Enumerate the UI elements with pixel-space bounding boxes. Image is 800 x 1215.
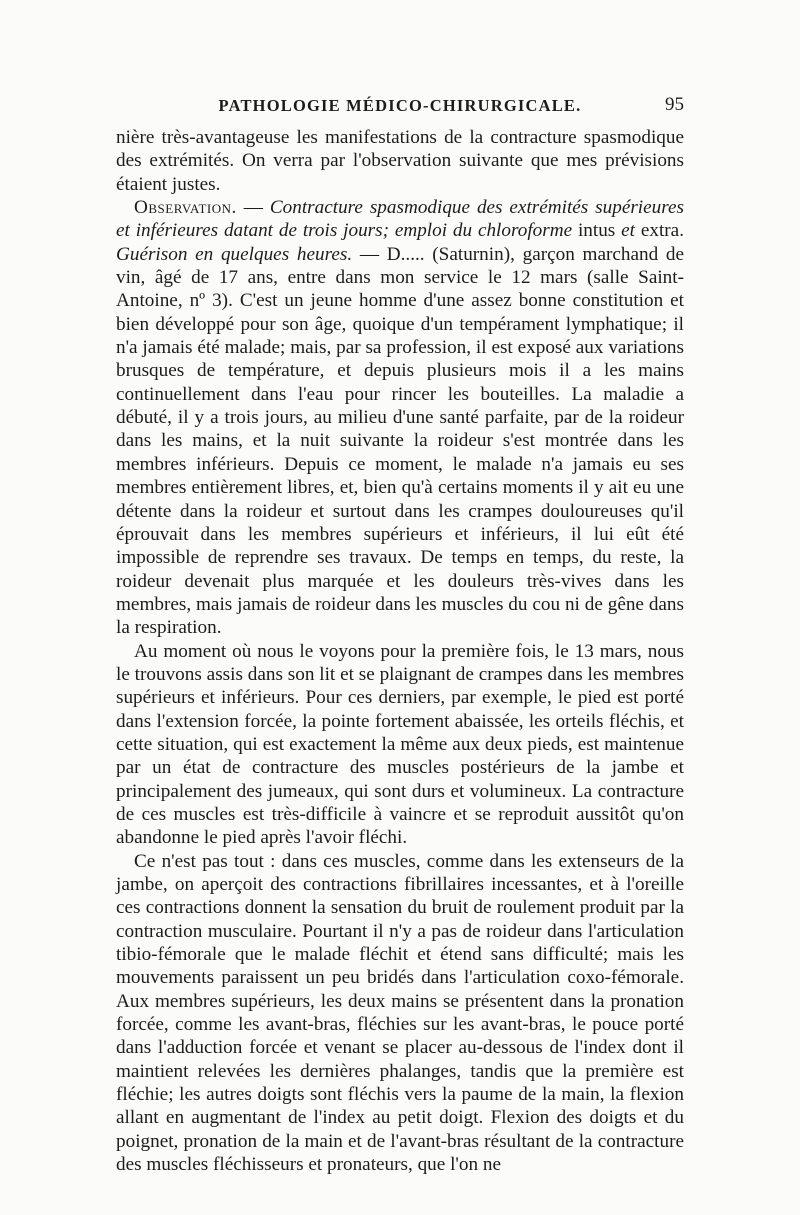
observation-paragraph bbox=[116, 196, 684, 640]
body-text bbox=[116, 126, 684, 1176]
page-number: 95 bbox=[665, 94, 684, 115]
observation-dash: — bbox=[236, 197, 270, 219]
observation-title-extra: extra. bbox=[635, 220, 684, 242]
observation-title-intus: intus bbox=[572, 220, 622, 242]
running-title: PATHOLOGIE MÉDICO-CHIRURGICALE. bbox=[218, 96, 582, 115]
running-head bbox=[116, 96, 684, 120]
paragraph-first-visit: Au moment où nous le voyons pour la première fois, le 13 mars, nous le trouvons assis dans son lit et se plaignant de crampes dans les membres supérieurs et inférieurs. Pour ces derniers, par exemple, le pied est porté dans l'extension forcée, la pointe fortement abaissée, les orteils fléchis, et cette situation, qui est exactement la même aux deux pieds, est maintenue par un état de contracture des muscles postérieurs de la jambe et principalement des jumeaux, qui sont durs et volumineux. La contracture de ces muscles est très-difficile à vaincre et se reproduit aussitôt qu'on abandonne le pied après l'avoir fléchi. bbox=[116, 640, 684, 849]
observation-title-end: Guérison en quelques heures. bbox=[116, 243, 353, 265]
paragraph-continuation: nière très-avantageuse les manifestations de la contracture spasmodique des extrémités. On verra par l'observation suivante que mes prévisions étaient justes. bbox=[116, 127, 684, 195]
paragraph-examination: Ce n'est pas tout : dans ces muscles, comme dans les extenseurs de la jambe, on aperçoit des contractions fibrillaires incessantes, et à l'oreille ces contractions donnent la sensation du bruit de roulement produit par la contraction musculaire. Pourtant il n'y a pas de roideur dans l'articulation tibio-fémorale que le malade fléchit et étend sans difficulté; mais les mouvements paraissent un peu bridés dans l'articulation coxo-fémorale. Aux membres supérieurs, les deux mains se présentent dans la pronation forcée, comme les avant-bras, fléchies sur les avant-bras, le pouce porté dans l'adduction forcée et venant se placer au-dessous de l'index dont il maintient relevées les dernières phalanges, tandis que la première est fléchie; les autres doigts sont fléchis vers la paume de la main, la flexion allant en augmentant de l'index au petit doigt. Flexion des doigts et du poignet, pronation de la main et de l'avant-bras résultant de la contracture des muscles fléchisseurs et pronateurs, que l'on ne bbox=[116, 850, 684, 1176]
observation-text: — D..... (Saturnin), garçon marchand de vin, âgé de 17 ans, entre dans mon service le 12 mars (salle Saint-Antoine, nº 3). C'est un jeune homme d'une assez bonne constitution et bien développé pour son âge, quoique d'un tempérament lymphatique; il n'a jamais été malade; mais, par sa profession, il est exposé aux variations brusques de température, et depuis plusieurs mois il a les mains continuellement dans l'eau pour rincer les bouteilles. La maladie a débuté, il y a trois jours, au milieu d'une santé parfaite, par de la roideur dans les mains, et la nuit suivante la roideur s'est montrée dans les membres inférieurs. Depuis ce moment, le malade n'a jamais eu ses membres entièrement libres, et, bien qu'à certains moments il y ait eu une détente dans la roideur et surtout dans les crampes douloureuses qu'il éprouvait dans les membres supérieurs et inférieurs, il lui eût été impossible de reprendre ses travaux. De temps en temps, du reste, la roideur devenait plus marquée et les douleurs très-vives dans les membres, mais jamais de roideur dans les muscles du cou ni de gêne dans la respiration. bbox=[116, 243, 684, 639]
observation-title-et: et bbox=[621, 220, 635, 242]
observation-title: Contracture spasmodique des extrémités supérieures et inférieures datant de trois jours; emploi du chloroforme bbox=[116, 197, 684, 242]
observation-label: Observation. bbox=[134, 197, 237, 219]
